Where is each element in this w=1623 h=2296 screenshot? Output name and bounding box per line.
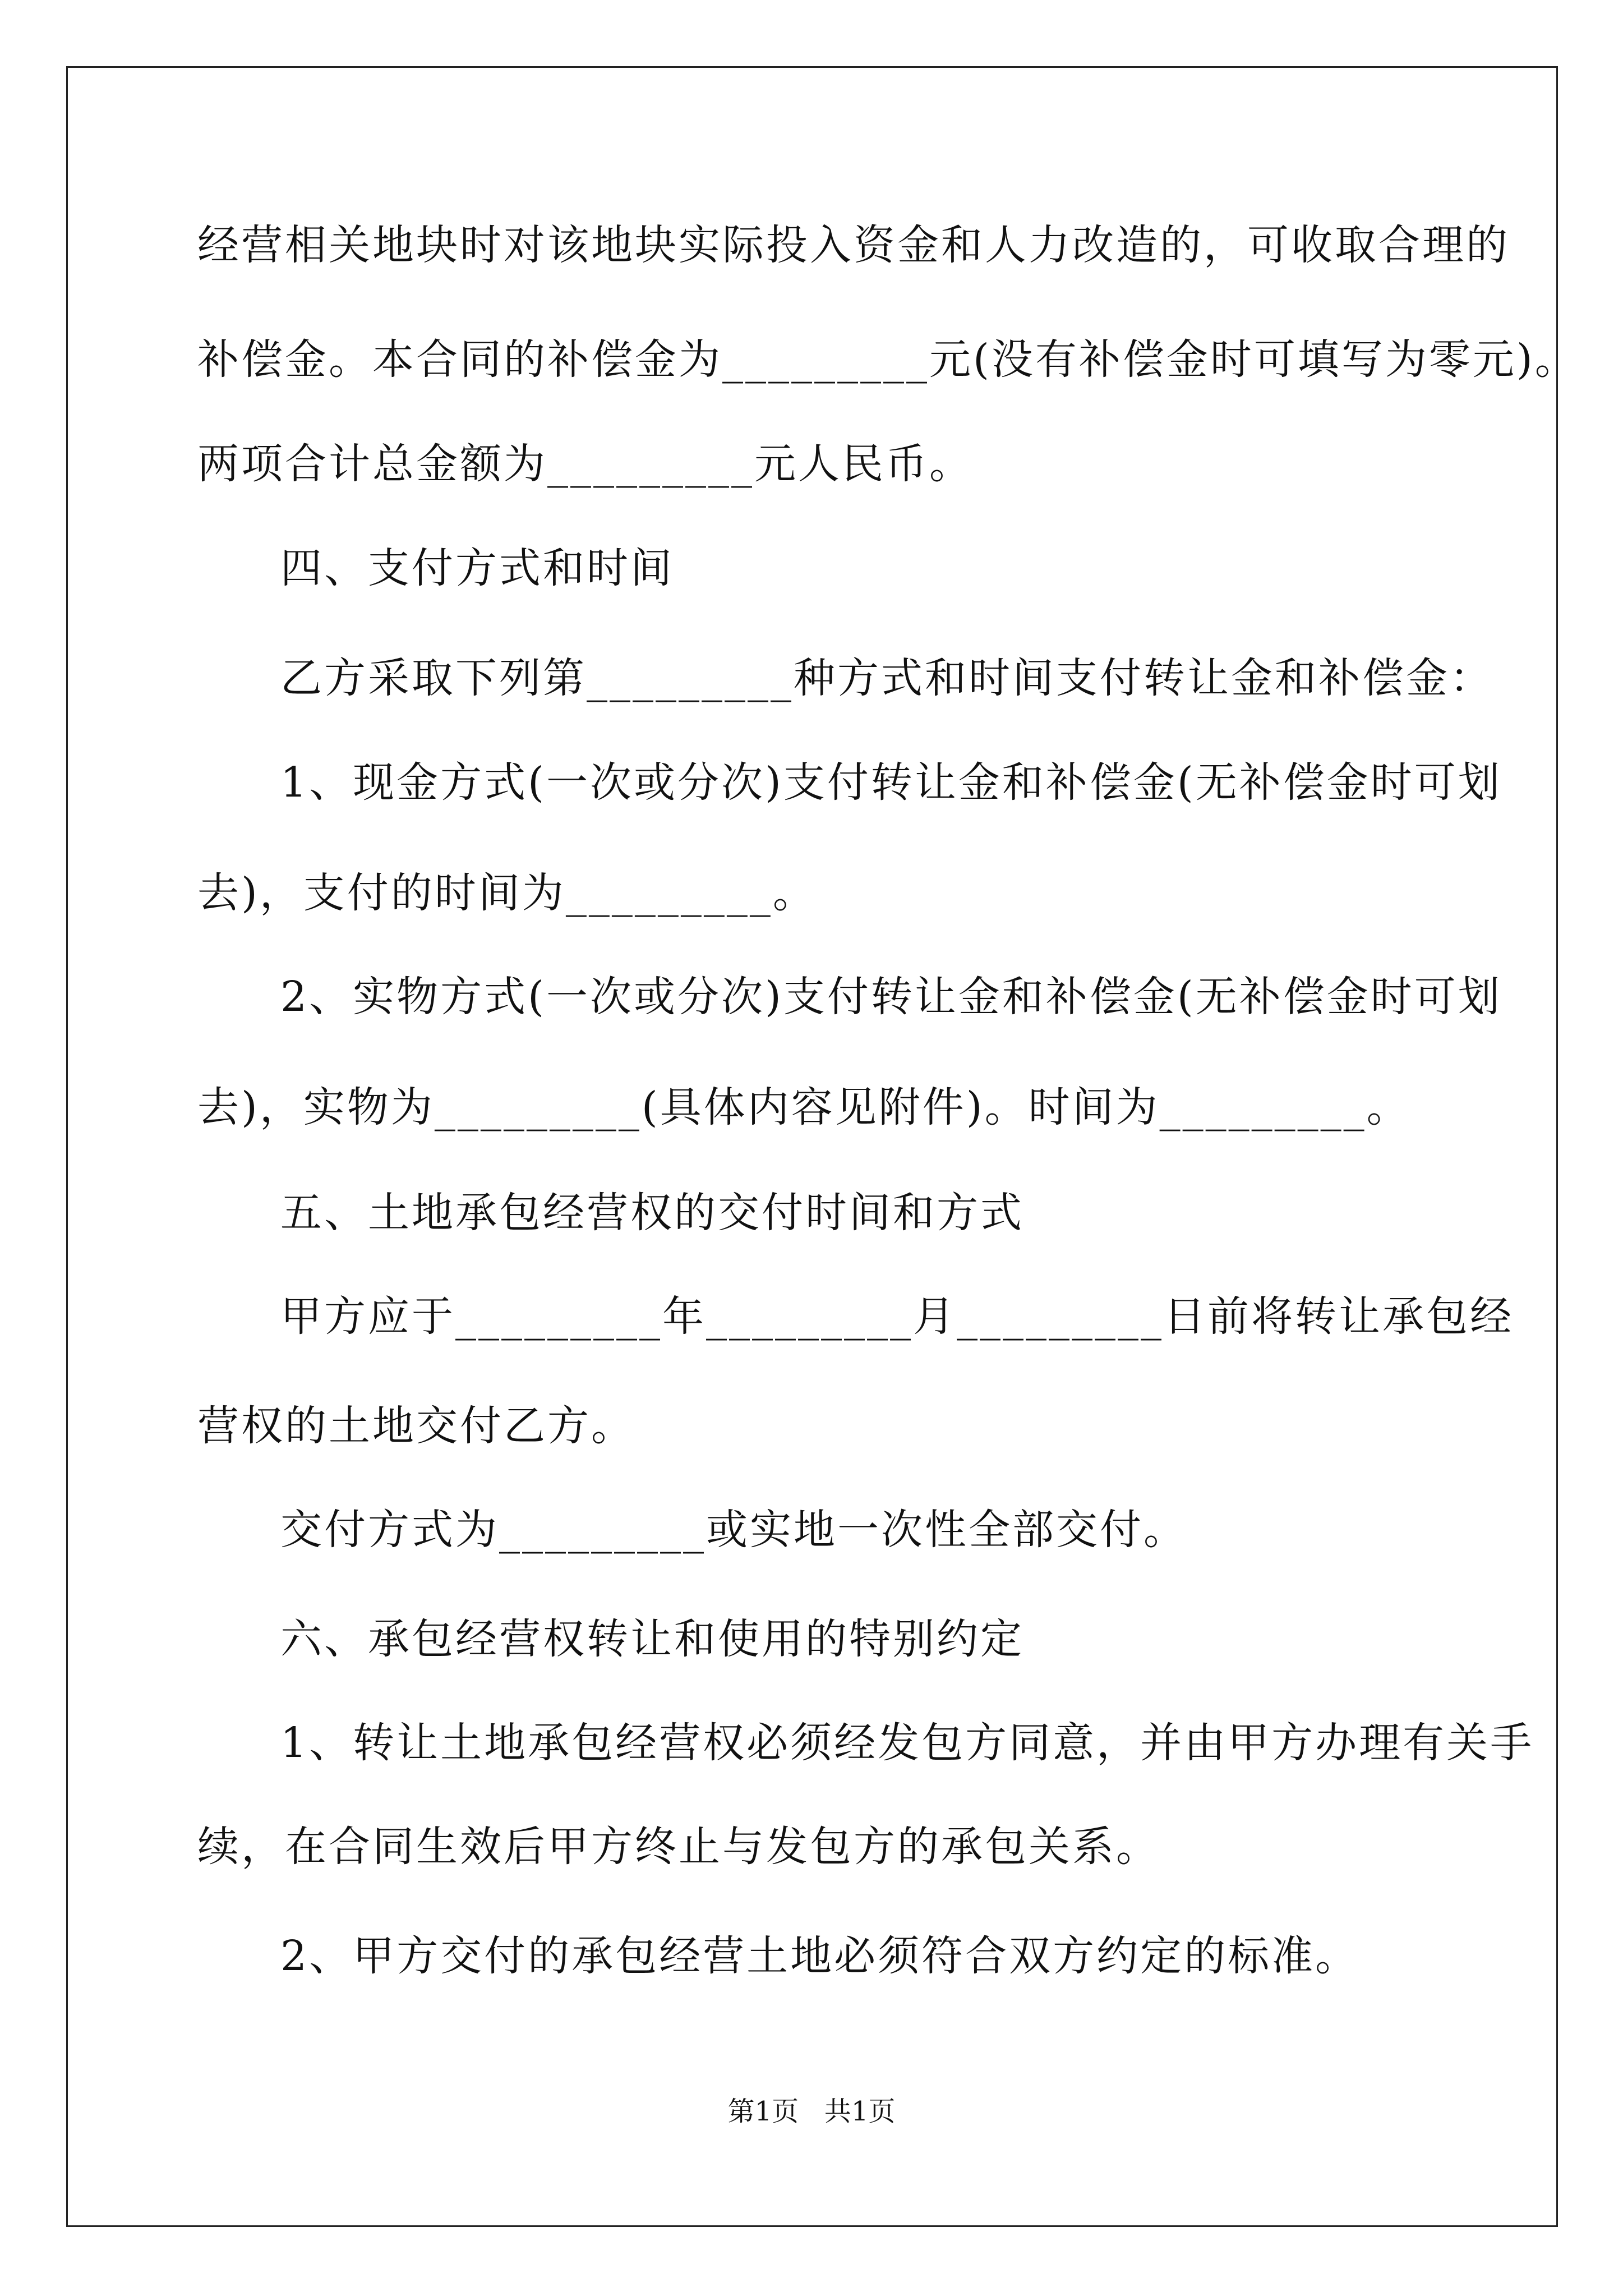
page-border [66,66,1558,2227]
page-number-footer: 第1页 共1页 [727,2096,896,2127]
paragraph-line: 补偿金。本合同的补偿金为_________元(没有补偿金时可填写为零元)。 [197,335,1579,384]
section-heading: 四、支付方式和时间 [280,544,674,592]
paragraph-line: 营权的土地交付乙方。 [197,1402,635,1450]
paragraph-line: 1、现金方式(一次或分次)支付转让金和补偿金(无补偿金时可划 [280,758,1502,807]
paragraph-line: 续，在合同生效后甲方终止与发包方的承包关系。 [197,1823,1160,1871]
paragraph-line: 乙方采取下列第_________种方式和时间支付转让金和补偿金： [280,654,1493,702]
paragraph-line: 2、甲方交付的承包经营土地必须符合双方约定的标准。 [280,1932,1359,1980]
paragraph-line: 两项合计总金额为_________元人民币。 [197,440,973,488]
section-heading: 五、土地承包经营权的交付时间和方式 [280,1189,1024,1237]
section-heading: 六、承包经营权转让和使用的特别约定 [280,1615,1024,1663]
paragraph-line: 2、实物方式(一次或分次)支付转让金和补偿金(无补偿金时可划 [280,973,1502,1021]
paragraph-line: 甲方应于_________年_________月_________日前将转让承包经 [280,1292,1514,1341]
paragraph-line: 去)，支付的时间为_________。 [197,869,817,917]
paragraph-line: 去)，实物为_________(具体内容见附件)。时间为_________。 [197,1083,1410,1131]
paragraph-line: 1、转让土地承包经营权必须经发包方同意，并由甲方办理有关手 [280,1719,1534,1767]
paragraph-line: 经营相关地块时对该地块实际投入资金和人力改造的，可收取合理的 [197,221,1510,269]
paragraph-line: 交付方式为_________或实地一次性全部交付。 [280,1506,1187,1554]
